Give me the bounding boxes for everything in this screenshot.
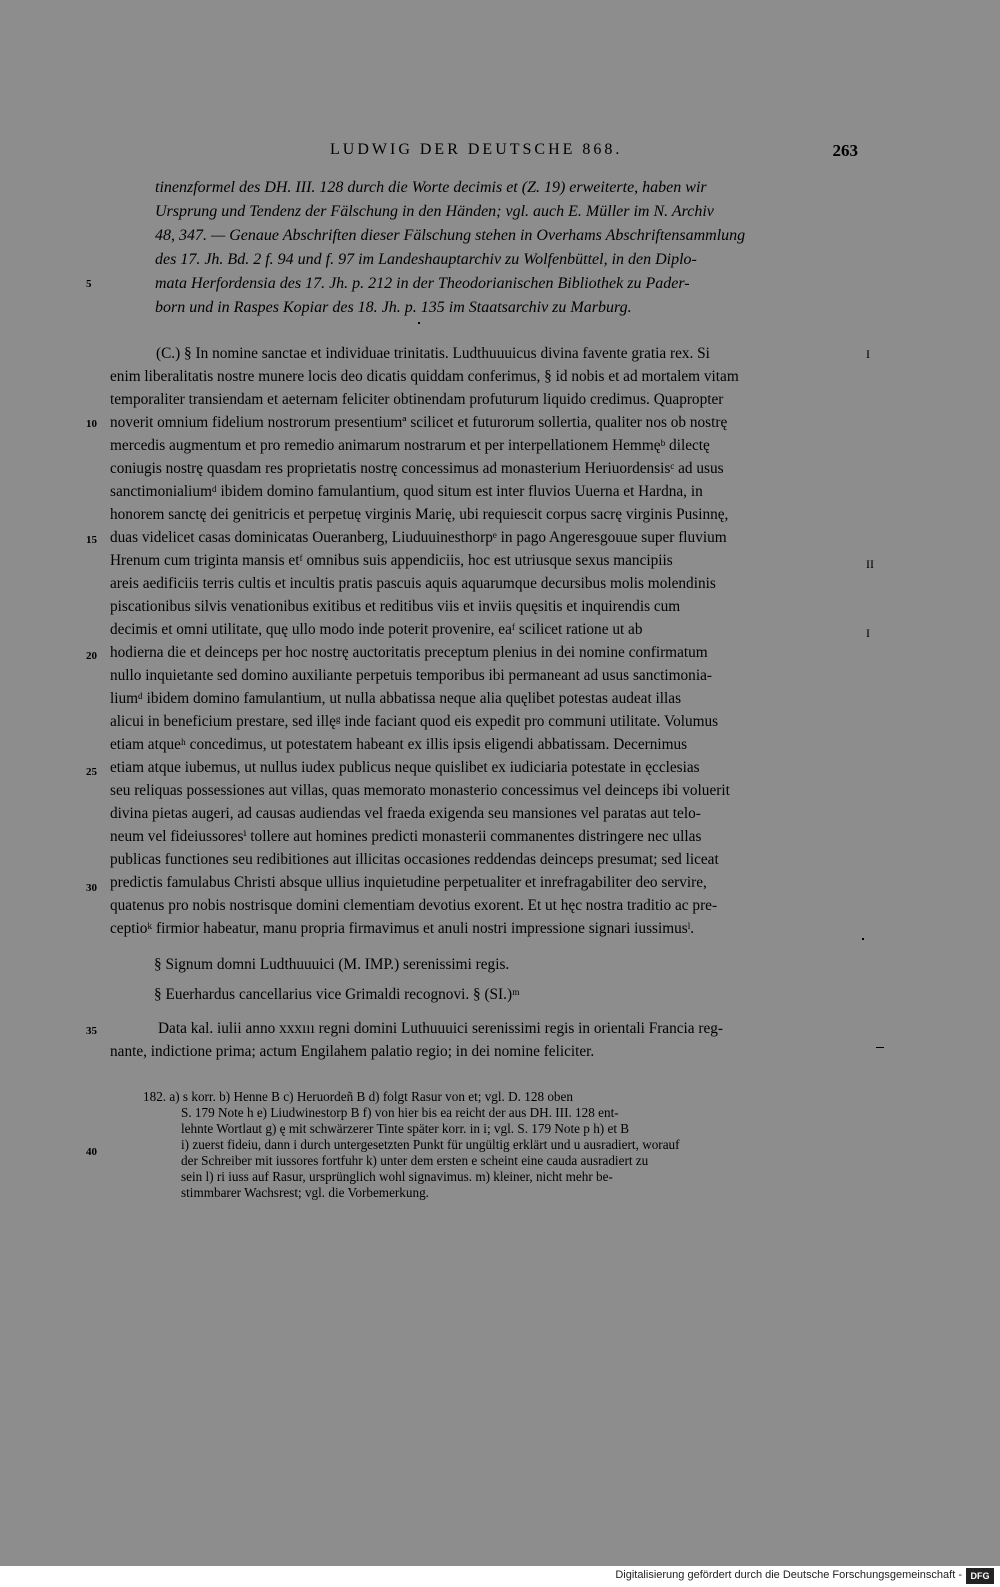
- charter-line: etiam atque iubemus, ut nullus iudex publicus neque quislibet ex iudiciaria potestate in ęcclesias: [110, 759, 700, 776]
- charter-line: quatenus pro nobis nostrisque domini clementiam devotius exorent. Et ut hęc nostra traditio ac pre-: [110, 897, 718, 914]
- dating-line: Data kal. iulii anno xxxııı regni domini Luthuuuici serenissimi regis in orientali Francia reg-: [158, 1020, 724, 1037]
- charter-line: decimis et omni utilitate, quę ullo modo inde poterit provenire, eaᶠ scilicet ratione ut ab: [110, 621, 643, 638]
- line-number: 35: [86, 1025, 97, 1037]
- line-number: 20: [86, 650, 97, 662]
- charter-line: (C.) § In nomine sanctae et individuae trinitatis. Ludthuuuicus divina favente gratia rex. Si: [156, 345, 710, 362]
- funding-credit: Digitalisierung gefördert durch die Deutsche Forschungsgemeinschaft -: [615, 1569, 962, 1581]
- scan-speck: [862, 938, 864, 940]
- charter-line: nullo inquietante sed domino auxiliante perpetuis temporibus ibi permaneant ad usus sanctimonia-: [110, 667, 712, 684]
- footnote-line: lehnte Wortlaut g) ę mit schwärzerer Tinte später korr. in i; vgl. S. 179 Note p h) et B: [181, 1121, 630, 1136]
- dfg-logo: DFG: [966, 1568, 994, 1584]
- intro-line: born und in Raspes Kopiar des 18. Jh. p. 135 im Staatsarchiv zu Marburg.: [155, 299, 632, 316]
- intro-line: mata Herfordensia des 17. Jh. p. 212 in der Theodorianischen Bibliothek zu Pader-: [155, 275, 690, 292]
- margin-mark: II: [866, 557, 874, 571]
- charter-line: temporaliter transiendam et aeternam feliciter obtinendam profuturum liquido credimus. Quapropter: [110, 391, 724, 408]
- charter-line: honorem sanctę dei genitricis et perpetuę virginis Marię, ubi requiescit corpus sacrę virginis Pusinnę,: [110, 506, 729, 523]
- charter-line: sanctimonialiumᵈ ibidem domino famulantium, quod situm est inter fluvios Uuerna et Hardna, in: [110, 483, 703, 500]
- footnote-line: sein l) ri iuss auf Rasur, ursprünglich wohl signavimus. m) kleiner, nicht mehr be-: [181, 1169, 613, 1184]
- line-number: 10: [86, 418, 97, 430]
- footnote-line: der Schreiber mit iussores fortfuhr k) unter dem ersten e scheint eine cauda ausradiert zu: [181, 1153, 649, 1168]
- charter-line: Hrenum cum triginta mansis etᶠ omnibus suis appendiciis, hoc est utriusque sexus mancipiis: [110, 552, 673, 569]
- charter-line: enim liberalitatis nostre munere locis deo dicatis quiddam conferimus, § id nobis et ad mortalem vitam: [110, 368, 739, 385]
- footnote-line: stimmbarer Wachsrest; vgl. die Vorbemerkung.: [181, 1185, 429, 1200]
- footnote-line: S. 179 Note h e) Liudwinestorp B f) von hier bis ea reicht der aus DH. III. 128 ent-: [181, 1105, 619, 1120]
- line-number: 40: [86, 1146, 97, 1158]
- charter-line: predictis famulabus Christi absque ullius inquietudine perpetualiter et inrefragabiliter deo servire,: [110, 874, 707, 891]
- intro-line: des 17. Jh. Bd. 2 f. 94 und f. 97 im Landeshauptarchiv zu Wolfenbüttel, in den Diplo-: [155, 251, 697, 268]
- charter-line: liumᵈ ibidem domino famulantium, ut nulla abbatissa neque alia quęlibet potestas audeat illas: [110, 690, 682, 707]
- line-number: 30: [86, 882, 97, 894]
- footer-bar: [0, 1566, 1000, 1587]
- margin-mark: I: [866, 626, 870, 640]
- line-number: 5: [86, 278, 92, 290]
- dating-line: nante, indictione prima; actum Engilahem palatio regio; in dei nomine feliciter.: [110, 1043, 595, 1060]
- charter-line: areis aedificiis terris cultis et incultis pratis pascuis aquis aquarumque decursibus molis molendinis: [110, 575, 716, 592]
- charter-line: duas videlicet casas dominicatas Oueranberg, Liuduuinesthorpᵉ in pago Angeresgouue super fluvium: [110, 529, 727, 546]
- charter-line: publicas functiones seu redibitiones aut illicitas occasiones reddendas deinceps presumat; sed liceat: [110, 851, 719, 868]
- charter-line: coniugis nostrę quasdam res proprietatis nostrę concessimus ad monasterium Heriuordensisᶜ ad usus: [110, 460, 724, 477]
- footnote-line: i) zuerst fideiu, dann i durch untergesetzten Punkt für ungültig erklärt und u ausradiert, worauf: [181, 1137, 680, 1152]
- margin-mark: I: [866, 347, 870, 361]
- charter-line: seu reliquas possessiones aut villas, quas memorato monasterio concessimus vel deinceps ibi voluerit: [110, 782, 730, 799]
- charter-line: neum vel fideiussoresⁱ tollere aut homines predicti monasterii commanentes distringere nec ullas: [110, 828, 702, 845]
- intro-line: tinenzformel des DH. III. 128 durch die Worte decimis et (Z. 19) erweiterte, haben wir: [155, 179, 707, 196]
- charter-line: divina pietas augeri, ad causas audiendas vel fraeda exigenda seu mansiones vel paratas aut telo-: [110, 805, 701, 822]
- charter-line: alicui in beneficium prestare, sed illęᵍ inde faciant quod eis expedit pro communi utilitate. Volumus: [110, 713, 719, 730]
- chancellor-line: § Euerhardus cancellarius vice Grimaldi recognovi. § (SI.)ᵐ: [154, 986, 520, 1003]
- line-number: 15: [86, 534, 97, 546]
- running-head: LUDWIG DER DEUTSCHE 868.: [330, 141, 623, 158]
- intro-line: 48, 347. — Genaue Abschriften dieser Fälschung stehen in Overhams Abschriftensammlung: [155, 227, 746, 244]
- charter-line: noverit omnium fidelium nostrorum presentiumª scilicet et futurorum sollertia, qualiter nos ob nostrę: [110, 414, 728, 431]
- scan-speck: [418, 322, 420, 324]
- charter-line: etiam atqueʰ concedimus, ut potestatem habeant ex illis ipsis eligendi abbatissam. Decernimus: [110, 736, 688, 753]
- footnote-line: 182. a) s korr. b) Henne B c) Heruordeñ B d) folgt Rasur von et; vgl. D. 128 oben: [143, 1089, 573, 1104]
- line-number: 25: [86, 766, 97, 778]
- page-number: 263: [832, 141, 858, 160]
- charter-line: piscationibus silvis venationibus exitibus et reditibus viis et inviis quęsitis et inquirendis cum: [110, 598, 681, 615]
- signum-line: § Signum domni Ludthuuuici (M. IMP.) serenissimi regis.: [154, 956, 510, 973]
- intro-line: Ursprung und Tendenz der Fälschung in den Händen; vgl. auch E. Müller im N. Archiv: [155, 203, 714, 220]
- charter-line: mercedis augmentum et pro remedio animarum nostrarum et per interpellationem Hemmęᵇ dilectę: [110, 437, 710, 454]
- charter-line: hodierna die et deinceps per hoc nostrę auctoritatis preceptum plenius in dei nomine confirmatum: [110, 644, 708, 661]
- charter-line: ceptioᵏ firmior habeatur, manu propria firmavimus et anuli nostri impressione signari iussimusˡ.: [110, 920, 695, 937]
- scan-speck: [876, 1047, 884, 1048]
